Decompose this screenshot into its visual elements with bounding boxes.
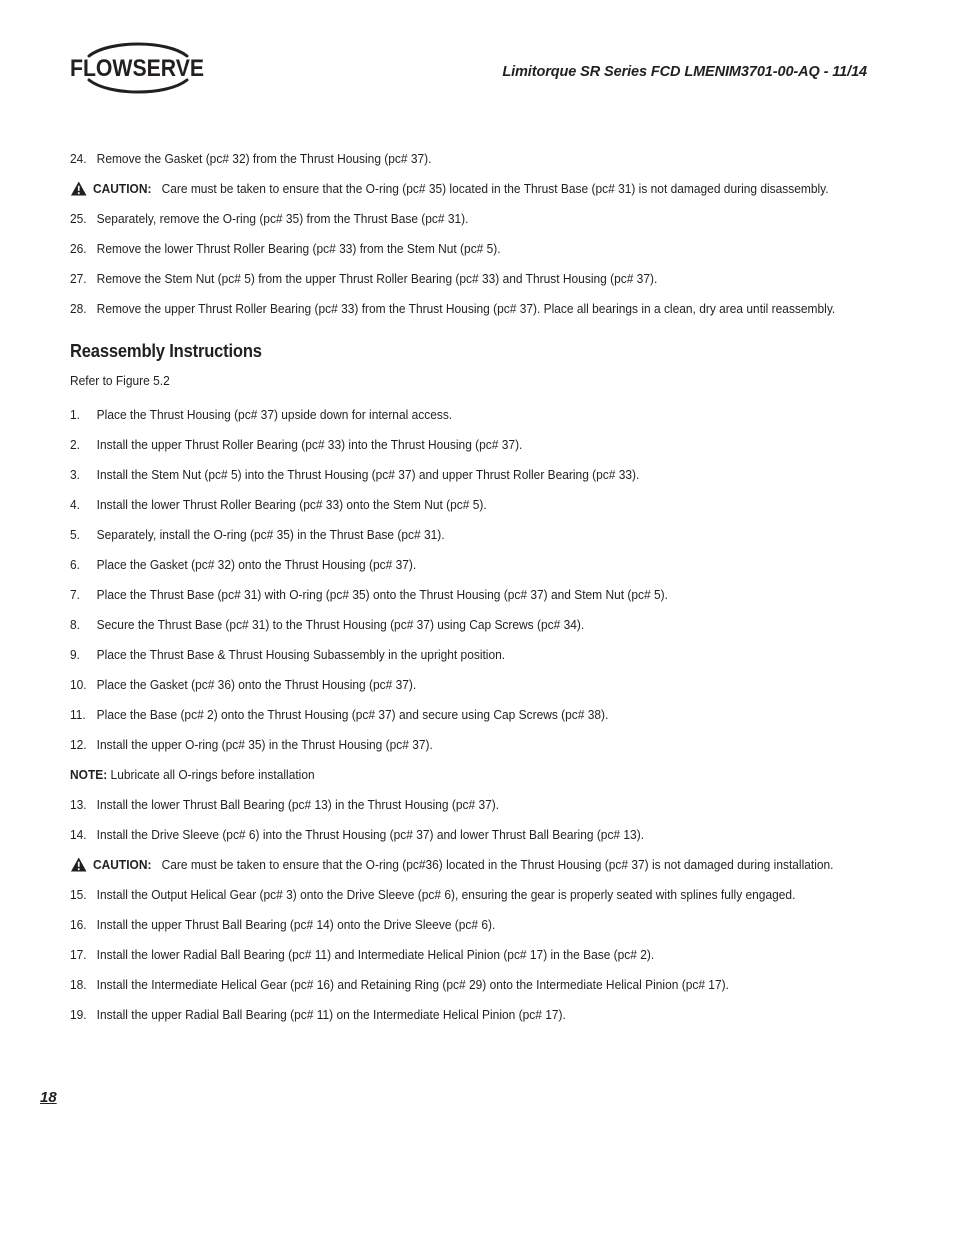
step-text: Place the Gasket (pc# 36) onto the Thrust Housing (pc# 37). [96, 677, 417, 692]
step-number: 14. [70, 827, 87, 842]
caution-text: Care must be taken to ensure that the O-ring (pc# 35) located in the Thrust Base (pc# 31) is not damaged during disassembly. [161, 181, 829, 196]
caution-text: Care must be taken to ensure that the O-ring (pc#36) located in the Thrust Housing (pc# 37) is not damaged during installation. [161, 857, 834, 872]
page-content [70, 150, 836, 1036]
step-number: 9. [70, 647, 80, 662]
step-number: 1. [70, 407, 80, 422]
caution-callout [70, 180, 829, 198]
list-item [70, 796, 824, 814]
step-number: 17. [70, 947, 87, 962]
list-item [70, 436, 824, 454]
step-number: 16. [70, 917, 87, 932]
list-item [70, 526, 824, 544]
list-item [70, 496, 824, 514]
step-text: Place the Gasket (pc# 32) onto the Thrust Housing (pc# 37). [96, 557, 417, 572]
step-text: Install the Intermediate Helical Gear (pc# 16) and Retaining Ring (pc# 29) onto the Intermediate Helical Pinion (pc# 17). [96, 977, 729, 992]
caution-label: CAUTION: [93, 181, 152, 196]
step-number: 2. [70, 437, 80, 452]
step-text: Install the Output Helical Gear (pc# 3) onto the Drive Sleeve (pc# 6), ensuring the gear is properly seated with splines fully engaged. [96, 887, 796, 902]
step-number: 27. [70, 271, 87, 286]
step-number: 7. [70, 587, 80, 602]
list-item [70, 1006, 824, 1024]
warning-triangle-icon [70, 857, 87, 872]
list-item [70, 706, 824, 724]
list-item [70, 976, 824, 994]
step-text: Install the lower Thrust Roller Bearing (pc# 33) onto the Stem Nut (pc# 5). [96, 497, 487, 512]
list-item [70, 586, 824, 604]
step-text: Remove the lower Thrust Roller Bearing (pc# 33) from the Stem Nut (pc# 5). [96, 241, 501, 256]
step-number: 19. [70, 1007, 87, 1022]
step-text: Remove the Stem Nut (pc# 5) from the upper Thrust Roller Bearing (pc# 33) and Thrust Housing (pc# 37). [96, 271, 658, 286]
figure-reference: Refer to Figure 5.2 [70, 373, 170, 388]
step-text: Remove the Gasket (pc# 32) from the Thrust Housing (pc# 37). [96, 151, 432, 166]
warning-triangle-icon [70, 181, 87, 196]
step-number: 26. [70, 241, 87, 256]
caution-label: CAUTION: [93, 857, 152, 872]
list-item [70, 736, 824, 754]
logo-wordmark: FLOWSERVE [70, 55, 204, 82]
flowserve-logo [69, 42, 207, 94]
list-item [70, 646, 824, 664]
page-number: 18 [40, 1089, 57, 1106]
list-item [70, 946, 824, 964]
section-heading: Reassembly Instructions [70, 341, 262, 361]
step-text: Separately, install the O-ring (pc# 35) in the Thrust Base (pc# 31). [96, 527, 445, 542]
step-number: 11. [70, 707, 86, 722]
step-text: Install the Drive Sleeve (pc# 6) into the Thrust Housing (pc# 37) and lower Thrust Ball Bearing (pc# 13). [96, 827, 645, 842]
list-item [70, 886, 824, 904]
step-text: Install the lower Radial Ball Bearing (pc# 11) and Intermediate Helical Pinion (pc# 17) in the Base (pc# 2). [96, 947, 655, 962]
step-number: 24. [70, 151, 87, 166]
step-text: Install the upper Radial Ball Bearing (pc# 11) on the Intermediate Helical Pinion (pc# 17). [96, 1007, 566, 1022]
list-item [70, 616, 824, 634]
list-item [70, 240, 824, 258]
note-label: NOTE: [70, 767, 108, 782]
step-number: 18. [70, 977, 87, 992]
step-text: Secure the Thrust Base (pc# 31) to the Thrust Housing (pc# 37) using Cap Screws (pc# 34). [96, 617, 585, 632]
step-number: 5. [70, 527, 80, 542]
list-item [70, 826, 824, 844]
note-callout [70, 766, 824, 784]
step-number: 10. [70, 677, 87, 692]
step-text: Install the lower Thrust Ball Bearing (pc# 13) in the Thrust Housing (pc# 37). [96, 797, 500, 812]
list-item [70, 676, 824, 694]
step-number: 4. [70, 497, 80, 512]
step-text: Place the Base (pc# 2) onto the Thrust Housing (pc# 37) and secure using Cap Screws (pc# 38). [96, 707, 609, 722]
step-number: 25. [70, 211, 87, 226]
flowserve-logo-mark [69, 42, 207, 94]
step-number: 8. [70, 617, 80, 632]
step-text: Install the upper Thrust Ball Bearing (pc# 14) onto the Drive Sleeve (pc# 6). [96, 917, 496, 932]
step-text: Remove the upper Thrust Roller Bearing (pc# 33) from the Thrust Housing (pc# 37). Place all bearings in a clean, dry area until reassembly. [96, 301, 836, 316]
step-text: Separately, remove the O-ring (pc# 35) from the Thrust Base (pc# 31). [96, 211, 469, 226]
list-item [70, 556, 824, 574]
step-text: Place the Thrust Base & Thrust Housing Subassembly in the upright position. [96, 647, 506, 662]
step-number: 3. [70, 467, 80, 482]
step-number: 12. [70, 737, 87, 752]
list-item [70, 210, 824, 228]
step-text: Install the upper O-ring (pc# 35) in the Thrust Housing (pc# 37). [96, 737, 433, 752]
step-number: 6. [70, 557, 80, 572]
step-text: Place the Thrust Housing (pc# 37) upside down for internal access. [96, 407, 453, 422]
list-item [70, 406, 824, 424]
note-text: Lubricate all O-rings before installation [107, 767, 315, 782]
list-item [70, 300, 836, 318]
caution-callout [70, 856, 834, 874]
step-number: 15. [70, 887, 87, 902]
step-text: Install the Stem Nut (pc# 5) into the Thrust Housing (pc# 37) and upper Thrust Roller Bearing (pc# 33). [96, 467, 640, 482]
list-item [70, 466, 824, 484]
step-text: Install the upper Thrust Roller Bearing (pc# 33) into the Thrust Housing (pc# 37). [96, 437, 523, 452]
list-item [70, 270, 824, 288]
step-text: Place the Thrust Base (pc# 31) with O-ring (pc# 35) onto the Thrust Housing (pc# 37) and Stem Nut (pc# 5). [96, 587, 668, 602]
list-item [70, 150, 824, 168]
step-number: 28. [70, 301, 87, 316]
document-title: Limitorque SR Series FCD LMENIM3701-00-AQ - 11/14 [502, 64, 867, 80]
step-number: 13. [70, 797, 87, 812]
list-item [70, 916, 824, 934]
